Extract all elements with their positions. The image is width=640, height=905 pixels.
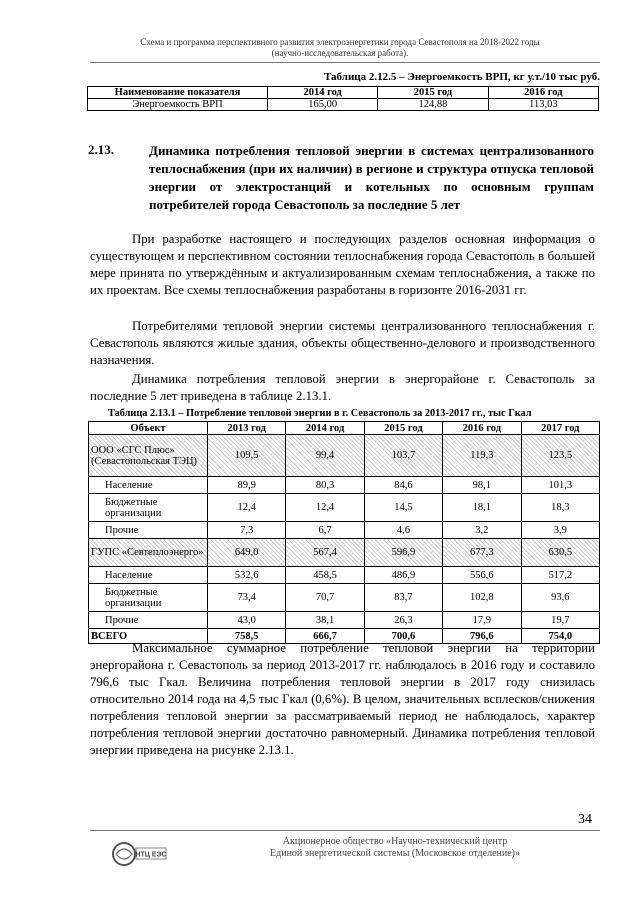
table-cell: 532,6: [208, 567, 286, 584]
object-cell: Бюджетные организации: [89, 584, 208, 612]
paragraph: Максимальное суммарное потребление тепловой энергии на территории энергорайона г. Севастополь за период 2013-2017 гг. наблюдалось в 2016 году и составило 796,6 тыс Гкал. Величина потребления тепловой энергии в 2017 году снизилась относительно 2014 года на 4,5 тыс Гкал (0,6%). В целом, значительных всплесков/снижения потребления тепловой энергии за рассматриваемый период не наблюдалось, характер потребления тепловой энергии достаточно равномерный. Динамика потребления тепловой энергии приведена на рисунке 2.13.1.: [90, 641, 595, 757]
table-cell: 754,0: [521, 629, 599, 644]
header-cell: 2015 год: [378, 87, 488, 99]
table-row: [89, 494, 600, 522]
table-cell: 18,1: [443, 494, 521, 522]
table-cell: 14,5: [364, 494, 442, 522]
table-cell: 458,5: [286, 567, 364, 584]
table-cell: 165,00: [268, 99, 378, 111]
ntc-ees-logo-icon: [108, 836, 168, 872]
table-header-row: [88, 87, 599, 99]
paragraph: При разработке настоящего и последующих разделов основная информация о существующем и перспективном состоянии теплоснабжения города Севастополь в большей мере принята по утверждённым и актуализированным схемам теплоснабжения, а также по их проектам. Все схемы теплоснабжения разработаны в горизонте 2016-2031 гг.: [90, 232, 595, 297]
table-row: [89, 539, 600, 567]
table-row: [88, 99, 599, 111]
table-cell: 93,6: [521, 584, 599, 612]
object-cell: ООО «СГС Плюс» (Севастопольская ТЭЦ): [89, 435, 208, 477]
table-cell: 7,3: [208, 522, 286, 539]
table-cell: Энергоемкость ВРП: [88, 99, 268, 111]
energy-intensity-table: [87, 86, 599, 111]
table-cell: 649,0: [208, 539, 286, 567]
table-cell: 700,6: [364, 629, 442, 644]
header-cell: Наименование показателя: [88, 87, 268, 99]
header-rule: [90, 62, 600, 63]
footer-line-2: Единой энергетической системы (Московское отделение)»: [270, 848, 520, 859]
header-cell: 2016 год: [443, 422, 521, 435]
heat-consumption-table: [88, 421, 600, 644]
table-cell: 123,5: [521, 435, 599, 477]
table-cell: 101,3: [521, 477, 599, 494]
table-cell: 103,7: [364, 435, 442, 477]
header-line-1: Схема и программа перспективного развития электроэнергетики города Севастополя на 2018-2022 годы: [140, 37, 540, 47]
table-cell: 18,3: [521, 494, 599, 522]
object-cell: ВСЕГО: [89, 629, 208, 644]
table-row: [89, 435, 600, 477]
paragraph: Потребителями тепловой энергии системы централизованного теплоснабжения г. Севастополь являются жилые здания, объекты общественно-делового и производственного назначения.: [90, 319, 595, 367]
table-cell: 17,9: [443, 612, 521, 629]
table-cell: 124,88: [378, 99, 488, 111]
table-cell: 109,5: [208, 435, 286, 477]
header-cell: 2014 год: [286, 422, 364, 435]
table-cell: 596,9: [364, 539, 442, 567]
table-cell: 666,7: [286, 629, 364, 644]
table-row: [89, 477, 600, 494]
table-cell: 630,5: [521, 539, 599, 567]
table1-caption: Таблица 2.12.5 – Энергоемкость ВРП, кг у.т./10 тыс руб.: [323, 71, 600, 83]
table-cell: 83,7: [364, 584, 442, 612]
table-row: [89, 567, 600, 584]
header-cell: 2014 год: [268, 87, 378, 99]
header-cell: 2016 год: [488, 87, 598, 99]
page-footer: [200, 836, 590, 860]
table-cell: 796,6: [443, 629, 521, 644]
table-cell: 486,9: [364, 567, 442, 584]
table-cell: 119,3: [443, 435, 521, 477]
table-cell: 102,8: [443, 584, 521, 612]
table-cell: 43,0: [208, 612, 286, 629]
header-cell: 2015 год: [364, 422, 442, 435]
page-header: [90, 37, 590, 59]
table-cell: 6,7: [286, 522, 364, 539]
header-line-2: (научно-исследовательская работа).: [271, 48, 409, 58]
table-cell: 758,5: [208, 629, 286, 644]
table-row: [89, 584, 600, 612]
table-cell: 677,3: [443, 539, 521, 567]
table-cell: 99,4: [286, 435, 364, 477]
table-row: [89, 522, 600, 539]
object-cell: ГУПС «Севтеплоэнерго»: [89, 539, 208, 567]
logo-text: НТЦ ЕЭС: [135, 851, 167, 859]
table-header-row: [89, 422, 600, 435]
company-logo: [108, 836, 168, 872]
table2-caption: Таблица 2.13.1 – Потребление тепловой энергии в г. Севастополь за 2013-2017 гг., тыс Гкал: [108, 408, 532, 419]
table-cell: 73,4: [208, 584, 286, 612]
table-cell: 70,7: [286, 584, 364, 612]
object-cell: Прочие: [89, 522, 208, 539]
object-cell: Население: [89, 567, 208, 584]
table-cell: 113,03: [488, 99, 598, 111]
table-cell: 26,3: [364, 612, 442, 629]
header-cell: 2017 год: [521, 422, 599, 435]
section-title: Динамика потребления тепловой энергии в системах централизованного теплоснабжения (при их наличии) в регионе и структура отпуска тепловой энергии от электростанций и котельных по основным группам потребителей города Севастополь за последние 5 лет: [149, 143, 594, 212]
table-cell: 84,6: [364, 477, 442, 494]
table-cell: 567,4: [286, 539, 364, 567]
table-cell: 12,4: [208, 494, 286, 522]
table-cell: 517,2: [521, 567, 599, 584]
object-cell: Прочие: [89, 612, 208, 629]
paragraph: Динамика потребления тепловой энергии в энергорайоне г. Севастополь за последние 5 лет приведена в таблице 2.13.1.: [90, 372, 595, 403]
section-number: 2.13.: [88, 142, 114, 157]
table-cell: 3,9: [521, 522, 599, 539]
table-cell: 19,7: [521, 612, 599, 629]
object-cell: Бюджетные организации: [89, 494, 208, 522]
table-cell: 12,4: [286, 494, 364, 522]
table-cell: 3,2: [443, 522, 521, 539]
header-cell: Объект: [89, 422, 208, 435]
table-cell: 80,3: [286, 477, 364, 494]
footer-rule: [90, 830, 600, 831]
header-cell: 2013 год: [208, 422, 286, 435]
table-cell: 89,9: [208, 477, 286, 494]
table-row: [89, 612, 600, 629]
footer-line-1: Акционерное общество «Научно-технический центр: [282, 836, 508, 847]
table-cell: 556,6: [443, 567, 521, 584]
table-cell: 4,6: [364, 522, 442, 539]
page-number: 34: [578, 812, 592, 827]
table-cell: 98,1: [443, 477, 521, 494]
table-cell: 38,1: [286, 612, 364, 629]
object-cell: Население: [89, 477, 208, 494]
